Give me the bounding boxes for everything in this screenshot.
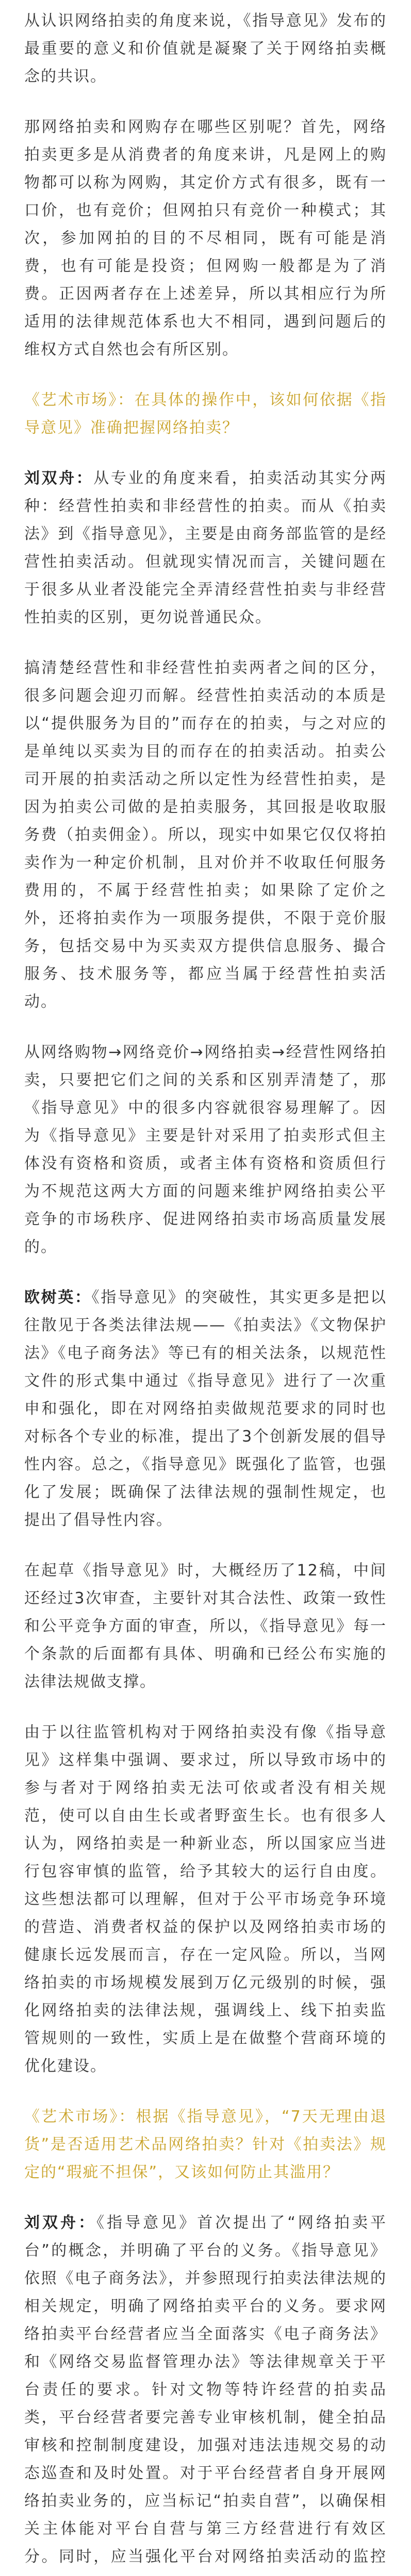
article-paragraph [24, 1557, 387, 1696]
paragraph-text: 搞清楚经营性和非经营性拍卖两者之间的区分，很多问题会迎刃而解。经营性拍卖活动的本质是以“提供服务为目的”而存在的拍卖，与之对应的是单纯以买卖为目的而存在的拍卖活动。拍卖公司开展的拍卖活动之所以定性为经营性拍卖，是因为拍卖公司做的是拍卖服务，其回报是收取服务费（拍卖佣金）。所以，现实中如果它仅仅将拍卖作为一种定价机制，且对价并不收取任何服务费用的，不属于经营性拍卖；如果除了定价之外，还将拍卖作为一项服务提供，不限于竞价服务，包括交易中为买卖双方提供信息服务、撮合服务、技术服务等，都应当属于经营性拍卖活动。 [24, 659, 387, 1011]
paragraph-text: 由于以往监管机构对于网络拍卖没有像《指导意见》这样集中强调、要求过，所以导致市场中的参与者对于网络拍卖无法可依或者没有相关规范，使可以自由生长或者野蛮生长。也有很多人认为，网络拍卖是一种新业态，所以国家应当进行包容审慎的监管，给予其较大的运行自由度。这些想法都可以理解，但对于公平市场竞争环境的营造、消费者权益的保护以及网络拍卖市场的健康长远发展而言，存在一定风险。所以，当网络拍卖的市场规模发展到万亿元级别的时候，强化网络拍卖的法律法规，强调线上、线下拍卖监管规则的一致性，实质上是在做整个营商环境的优化建设。 [24, 1723, 387, 2075]
paragraph-text: 从网络购物→网络竞价→网络拍卖→经营性网络拍卖，只要把它们之间的关系和区别弄清楚了，那《指导意见》中的很多内容就很容易理解了。因为《指导意见》主要是针对采用了拍卖形式但主体没有资格和资质，或者主体有资格和资质但行为不规范这两大方面的问题来维护网络拍卖公平竞争的市场秩序、促进网络拍卖市场高质量发展的。 [24, 1043, 387, 1256]
article-paragraph [24, 7, 387, 91]
question-speaker-label: 《艺术市场》： [24, 2108, 136, 2126]
article-paragraph [24, 113, 387, 364]
interview-question [24, 2103, 387, 2187]
speaker-label: 刘双舟： [24, 2214, 97, 2232]
article-paragraph [24, 465, 387, 632]
article-paragraph [24, 654, 387, 1016]
question-text: 根据《指导意见》，“7天无理由退货”是否适用艺术品网络拍卖？针对《拍卖法》规定的“瑕疵不担保”，又该如何防止其滥用？ [24, 2108, 387, 2181]
question-text: 在具体的操作中，该如何依据《指导意见》准确把握网络拍卖？ [24, 391, 387, 437]
paragraph-text: 《指导意见》首次提出了“网络拍卖平台”的概念，并明确了平台的义务。《指导意见》依照《电子商务法》，并参照现行拍卖法律法规的相关规定，明确了网络拍卖平台的义务。要求网络拍卖平台经营者应当全面落实《电子商务法》和《网络交易监督管理办法》等法律规章关于平台责任的要求。针对文物等特许经营的拍卖品类，平台经营者要完善专业审核机制，健全拍品审核和控制制度建设，加强对违法违规交易的动态巡查和及时处置。对于平台经营者自身开展网络拍卖业务的，应当标记“拍卖自营”，以确保相关主体能对平台自营与第三方经营进行有效区分。同时，应当强化平台对网络拍卖活动的监控 [24, 2214, 387, 2566]
article-paragraph [24, 1039, 387, 1261]
paragraph-text: 在起草《指导意见》时，大概经历了12稿，中间还经过3次审查，主要针对其合法性、政策一致性和公平竞争方面的审查，所以，《指导意见》每一个条款的后面都有具体、明确和已经公布实施的法律法规做支撑。 [24, 1562, 387, 1691]
paragraph-text: 那网络拍卖和网购存在哪些区别呢？首先，网络拍卖更多是从消费者的角度来讲，凡是网上的购物都可以称为网购，其定价方式有很多，既有一口价，也有竞价；但网拍只有竞价一种模式；其次，参加网拍的目的不尽相同，既有可能是消费，也有可能是投资；但网购一般都是为了消费。正因两者存在上述差异，所以其相应行为所适用的法律规范体系也大不相同，遇到问题后的维权方式自然也会有所区别。 [24, 118, 387, 359]
question-speaker-label: 《艺术市场》： [24, 391, 135, 409]
speaker-label: 刘双舟： [24, 469, 94, 487]
paragraph-text: 从专业的角度来看，拍卖活动其实分两种：经营性拍卖和非经营性的拍卖。而从《拍卖法》到《指导意见》，主要是由商务部监管的是经营性拍卖活动。但就现实情况而言，关键问题在于很多从业者没能完全弄清经营性拍卖与非经营性拍卖的区别，更勿说普通民众。 [24, 469, 387, 626]
article-paragraph [24, 1284, 387, 1534]
article-paragraph [24, 2209, 387, 2576]
paragraph-text: 从认识网络拍卖的角度来说，《指导意见》发布的最重要的意义和价值就是凝聚了关于网络拍卖概念的共识。 [24, 12, 387, 86]
speaker-label: 欧树英： [24, 1289, 92, 1307]
interview-question [24, 386, 387, 442]
article-paragraph [24, 1719, 387, 2080]
paragraph-text: 《指导意见》的突破性，其实更多是把以往散见于各类法律法规——《拍卖法》《文物保护法》《电子商务法》等已有的相关法条，以规范性文件的形式集中通过《指导意见》进行了一次重申和强化，即在对网络拍卖做规范要求的同时也对标各个专业的标准，提出了3个创新发展的倡导性内容。总之，《指导意见》既强化了监管，也强化了发展；既确保了法律法规的强制性规定，也提出了倡导性内容。 [24, 1289, 387, 1529]
